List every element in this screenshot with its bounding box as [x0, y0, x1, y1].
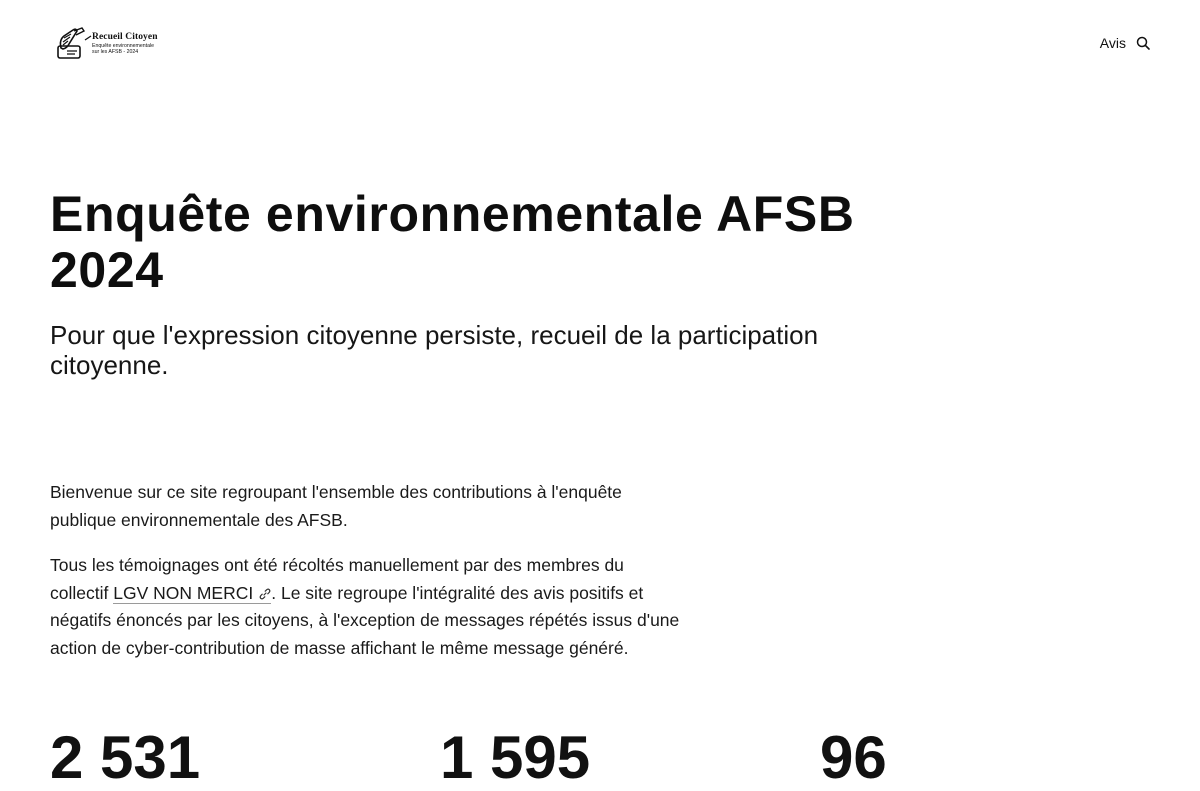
page-title: Enquête environnementale AFSB 2024 [50, 186, 855, 298]
main-nav [1100, 35, 1150, 51]
external-link-icon [259, 588, 271, 600]
stat-value-2: 1 595 [440, 724, 591, 791]
stats-row [50, 724, 1150, 791]
page-subtitle: Pour que l'expression citoyenne persiste, recueil de la participation citoyenne. [50, 320, 819, 380]
intro-paragraph-1: Bienvenue sur ce site regroupant l'ensemble des contributions à l'enquête publique environnementale des AFSB. [50, 482, 622, 530]
hand-writing-icon [55, 26, 91, 62]
nav-link-avis[interactable]: Avis [1099, 35, 1126, 51]
hero-section [50, 186, 910, 380]
stat-value-3: 96 [820, 724, 887, 791]
site-logo[interactable] [55, 26, 165, 62]
intro-paragraph-2-end: . Le site regroupe l'intégralité des avis positifs et négatifs énoncés par les citoyens, à l'exception de messages répétés issus d'une action de cyber-contribution de masse affichant le même message généré. [50, 582, 680, 658]
intro-paragraph-2-start: Tous les témoignages ont été récoltés manuellement par des membres du collectif [50, 555, 624, 603]
lgv-non-merci-link-label: LGV NON MERCI [113, 582, 254, 603]
logo-text [92, 33, 158, 56]
intro-section [50, 479, 680, 680]
logo-subtitle-line1: Enquête environnementale [92, 43, 155, 50]
search-icon[interactable] [1136, 36, 1150, 50]
site-header [0, 0, 1200, 90]
logo-title: Recueil Citoyen [92, 31, 158, 42]
lgv-non-merci-link[interactable] [113, 583, 271, 604]
intro-paragraph-2 [50, 552, 680, 662]
stat-value-1: 2 531 [50, 724, 201, 791]
logo-subtitle-line2: sur les AFSB - 2024 [92, 49, 139, 56]
